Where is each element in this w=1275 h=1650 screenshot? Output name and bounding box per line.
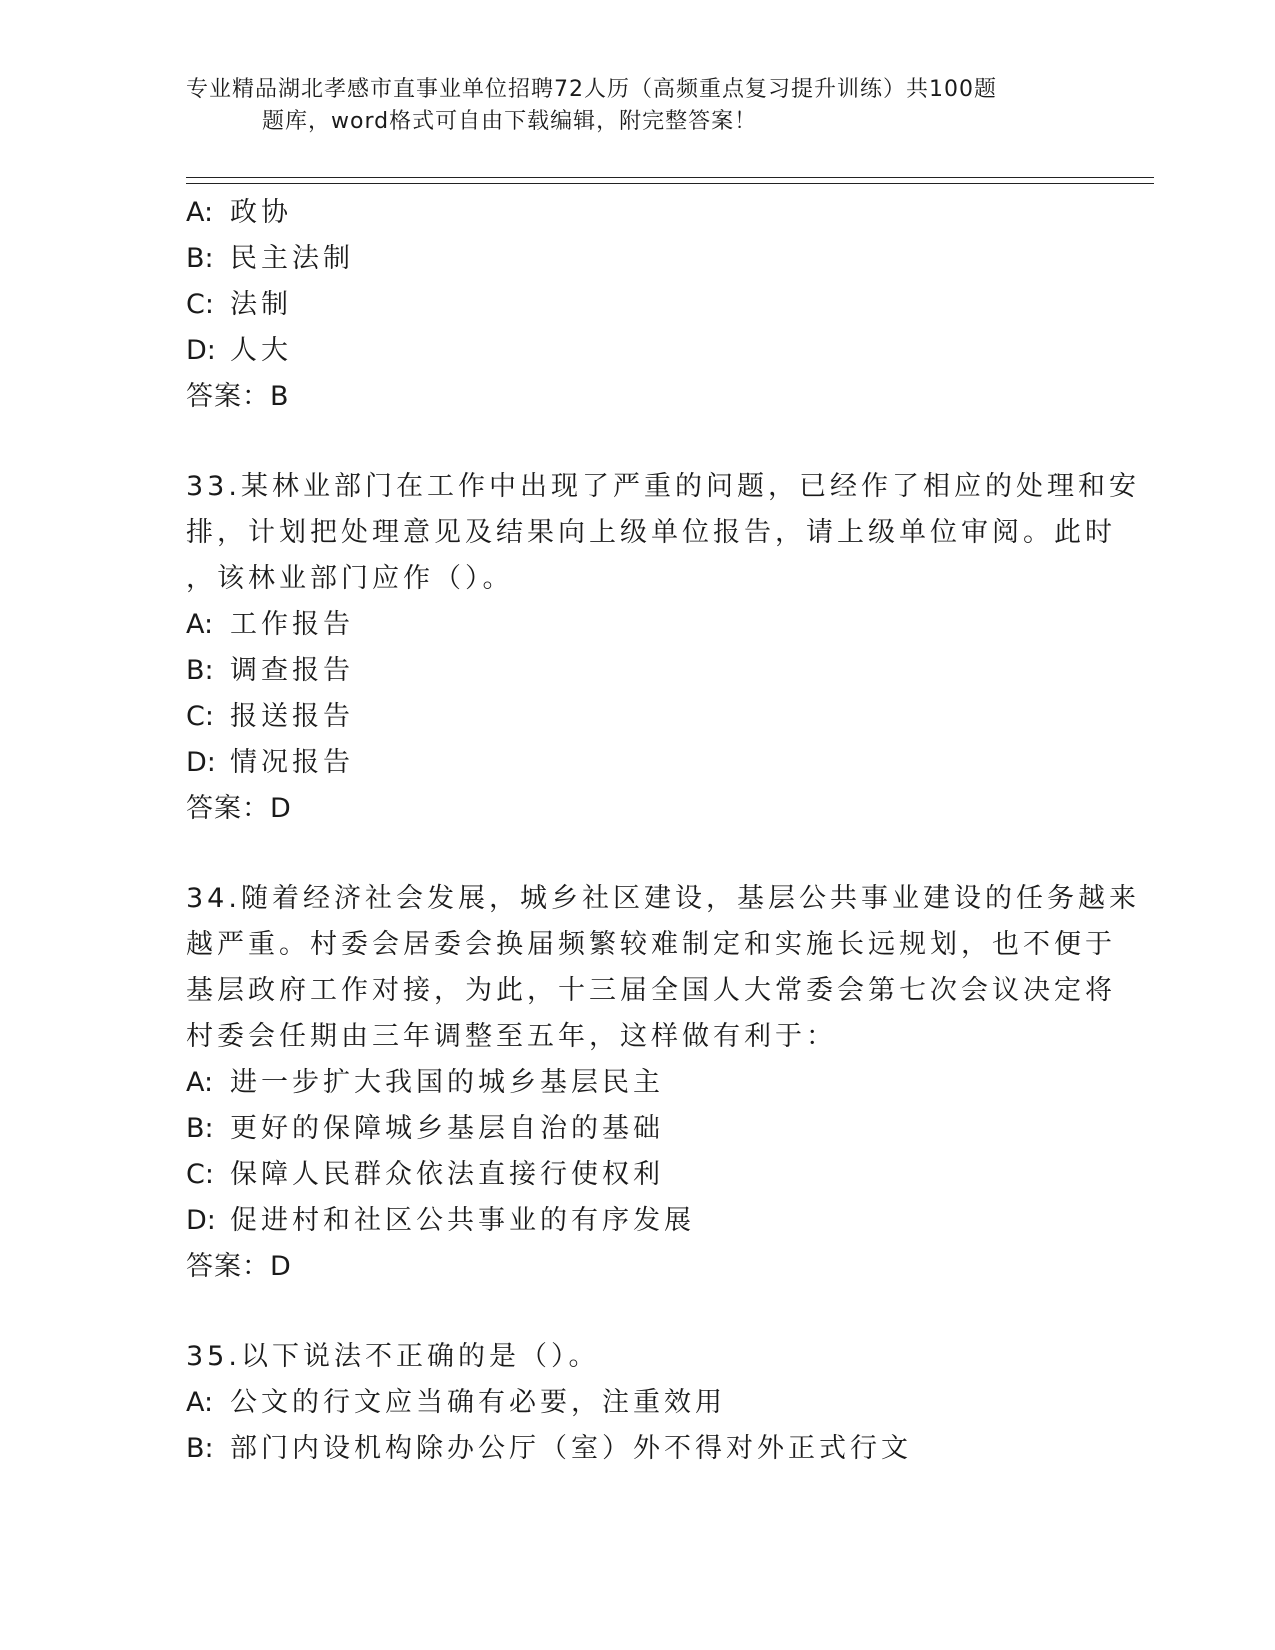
option-letter: B: <box>186 655 214 686</box>
option-text: 部门内设机构除办公厅（室）外不得对外正式行文 <box>230 1433 912 1464</box>
option-text: 保障人民群众依法直接行使权利 <box>230 1159 664 1190</box>
option-letter: B: <box>186 243 214 274</box>
option-text: 调查报告 <box>230 655 354 686</box>
option-letter: D: <box>186 335 216 366</box>
option-a <box>186 1060 1086 1106</box>
option-letter: C: <box>186 289 214 320</box>
option-b <box>186 1106 1086 1152</box>
document-header <box>186 74 1086 138</box>
header-title-line2: 题库，word格式可自由下载编辑，附完整答案！ <box>262 109 758 134</box>
header-rule-bottom <box>186 183 1154 184</box>
question-34 <box>186 876 1140 1290</box>
option-d <box>186 740 1086 786</box>
option-letter: A: <box>186 1067 214 1098</box>
option-text: 工作报告 <box>230 609 354 640</box>
question-content <box>186 190 1140 1472</box>
option-letter: A: <box>186 197 214 228</box>
option-letter: B: <box>186 1113 214 1144</box>
question-32 <box>186 190 1086 420</box>
option-text: 报送报告 <box>230 701 354 732</box>
question-text-line: 33.某林业部门在工作中出现了严重的问题，已经作了相应的处理和安 <box>186 471 1140 502</box>
question-33 <box>186 464 1140 832</box>
option-a <box>186 602 1086 648</box>
question-text-line: 35.以下说法不正确的是（）。 <box>186 1341 600 1372</box>
question-text-line: 排，计划把处理意见及结果向上级单位报告，请上级单位审阅。此时 <box>186 517 1116 548</box>
option-d <box>186 328 1086 374</box>
answer-line: 答案：B <box>186 381 290 412</box>
option-c <box>186 282 1086 328</box>
option-text: 情况报告 <box>230 747 354 778</box>
answer-line: 答案：D <box>186 1251 292 1282</box>
option-text: 公文的行文应当确有必要，注重效用 <box>230 1387 726 1418</box>
option-letter: C: <box>186 701 214 732</box>
option-letter: D: <box>186 747 216 778</box>
option-c <box>186 1152 1086 1198</box>
option-b <box>186 1426 1086 1472</box>
question-35 <box>186 1334 1086 1472</box>
option-letter: A: <box>186 1387 214 1418</box>
answer-line: 答案：D <box>186 793 292 824</box>
option-text: 进一步扩大我国的城乡基层民主 <box>230 1067 664 1098</box>
option-letter: D: <box>186 1205 216 1236</box>
question-text-line: 越严重。村委会居委会换届频繁较难制定和实施长远规划，也不便于 <box>186 929 1116 960</box>
option-text: 法制 <box>230 289 292 320</box>
question-text-line: ，该林业部门应作（）。 <box>186 563 514 594</box>
option-text: 更好的保障城乡基层自治的基础 <box>230 1113 664 1144</box>
option-text: 民主法制 <box>230 243 354 274</box>
option-text: 政协 <box>230 197 292 228</box>
option-letter: C: <box>186 1159 214 1190</box>
option-b <box>186 648 1086 694</box>
option-letter: B: <box>186 1433 214 1464</box>
option-c <box>186 694 1086 740</box>
option-text: 人大 <box>230 335 292 366</box>
option-text: 促进村和社区公共事业的有序发展 <box>230 1205 695 1236</box>
question-text-line: 34.随着经济社会发展，城乡社区建设，基层公共事业建设的任务越来 <box>186 883 1140 914</box>
question-text-line: 基层政府工作对接，为此，十三届全国人大常委会第七次会议决定将 <box>186 975 1116 1006</box>
option-a <box>186 1380 1086 1426</box>
option-a <box>186 190 1086 236</box>
option-d <box>186 1198 1086 1244</box>
option-letter: A: <box>186 609 214 640</box>
header-title-line1: 专业精品湖北孝感市直事业单位招聘72人历（高频重点复习提升训练）共100题 <box>186 77 997 102</box>
question-text-line: 村委会任期由三年调整至五年，这样做有利于： <box>186 1021 837 1052</box>
header-rule-top <box>186 177 1154 178</box>
option-b <box>186 236 1086 282</box>
